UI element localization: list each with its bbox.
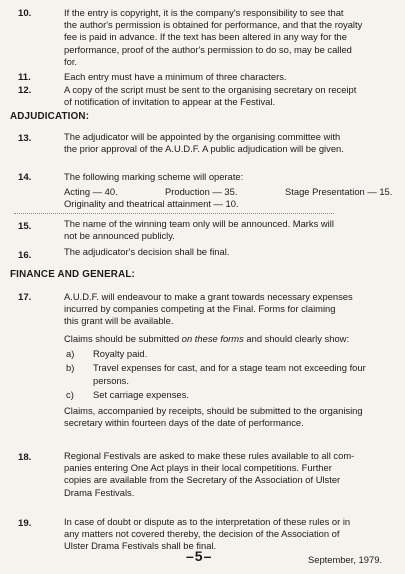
rule-15-text bbox=[64, 218, 401, 242]
rule-15-line: The name of the winning team only will be announced. Marks will bbox=[64, 218, 334, 229]
rule-19-line: In case of doubt or dispute as to the interpretation of these rules or in bbox=[64, 516, 351, 527]
rule-number-15: 15. bbox=[18, 221, 32, 232]
rule-number-13: 13. bbox=[18, 133, 32, 144]
rule-18-line: copies are available from the Secretary of the Association of Ulster bbox=[64, 474, 341, 486]
rule-10-line: for. bbox=[64, 55, 78, 67]
rule-number-18: 18. bbox=[18, 452, 32, 463]
rule-13-text bbox=[64, 131, 401, 155]
claims-receipts-line: secretary within fourteen days of the date of performance. bbox=[64, 417, 304, 429]
rule-number-16: 16. bbox=[18, 250, 32, 261]
list-label-b: b) bbox=[66, 362, 75, 373]
rule-17-line: A.U.D.F. will endeavour to make a grant towards necessary expenses bbox=[64, 291, 353, 302]
rule-number-17: 17. bbox=[18, 292, 32, 303]
claims-intro-emphasis: on these forms bbox=[181, 333, 244, 344]
document-date: September, 1979. bbox=[308, 554, 383, 565]
list-item-b: Travel expenses for cast, and for a stage team not exceeding four bbox=[93, 362, 366, 373]
rule-19-line: any matters not covered thereby, the decision of the Association of bbox=[64, 528, 340, 540]
rule-17-line: incurred by companies competing at the Final. Forms for claiming bbox=[64, 303, 336, 315]
rule-10-text bbox=[64, 7, 401, 68]
marking-production: Production — 35. bbox=[165, 186, 238, 197]
claims-intro-pre: Claims should be submitted bbox=[64, 333, 182, 344]
rule-12-text bbox=[64, 84, 401, 108]
marking-stage-presentation: Stage Presentation — 15. bbox=[285, 186, 393, 197]
rule-18-line: Drama Festivals. bbox=[64, 486, 135, 498]
rule-10-line: the author's permission is obtained for performance, and that the royalty bbox=[64, 19, 363, 31]
rule-10-line: performance, proof of the author's permission to do so, may be called bbox=[64, 43, 352, 55]
rule-number-10: 10. bbox=[18, 8, 32, 19]
claims-receipts-text bbox=[64, 405, 401, 429]
claims-intro bbox=[64, 333, 401, 345]
section-heading-finance: FINANCE AND GENERAL: bbox=[10, 269, 136, 280]
rule-16-line: The adjudicator's decision shall be final. bbox=[64, 246, 230, 257]
rule-13-line: The adjudicator will be appointed by the organising committee with bbox=[64, 131, 341, 142]
rule-number-11: 11. bbox=[18, 72, 31, 83]
claims-intro-post: and should clearly show: bbox=[243, 333, 350, 344]
claims-receipts-line: Claims, accompanied by receipts, should be submitted to the organising bbox=[64, 405, 363, 416]
rule-18-line: Regional Festivals are asked to make these rules available to all com- bbox=[64, 450, 355, 461]
list-item-c: Set carriage expenses. bbox=[93, 389, 189, 400]
section-heading-adjudication: ADJUDICATION: bbox=[10, 111, 90, 122]
rule-11-text bbox=[64, 71, 401, 83]
rule-17-text bbox=[64, 291, 401, 328]
rule-19-text bbox=[64, 516, 401, 553]
list-label-c: c) bbox=[66, 389, 74, 400]
rule-18-text bbox=[64, 450, 401, 499]
page-number: –5– bbox=[186, 548, 213, 564]
rule-14-line: The following marking scheme will operate: bbox=[64, 171, 244, 182]
rule-16-text bbox=[64, 246, 401, 258]
rule-number-12: 12. bbox=[18, 85, 32, 96]
rule-19-line: Ulster Drama Festivals shall be final. bbox=[64, 540, 217, 552]
rule-10-line: If the entry is copyright, it is the company's responsibility to see that bbox=[64, 7, 344, 18]
rule-12-line: of notification of invitation to appear at the Festival. bbox=[64, 96, 276, 108]
rule-number-14: 14. bbox=[18, 172, 32, 183]
rule-12-line: A copy of the script must be sent to the organising secretary on receipt bbox=[64, 84, 357, 95]
rule-17-line: this grant will be available. bbox=[64, 315, 174, 327]
rule-15-line: not be announced publicly. bbox=[64, 230, 175, 242]
rule-14-text bbox=[64, 171, 401, 183]
rule-10-line: fee is paid in advance. If the text has been altered in any way for the bbox=[64, 31, 347, 43]
rule-13-line: the prior approval of the A.U.D.F. A public adjudication will be given. bbox=[64, 143, 344, 155]
rule-number-19: 19. bbox=[18, 518, 32, 529]
list-item-b-continued: persons. bbox=[93, 375, 129, 386]
scan-dotted-line bbox=[14, 213, 334, 214]
list-item-a: Royalty paid. bbox=[93, 348, 148, 359]
marking-originality: Originality and theatrical attainment — 10. bbox=[64, 198, 239, 209]
rule-18-line: panies entering One Act plays in their local competitions. Further bbox=[64, 462, 332, 474]
list-label-a: a) bbox=[66, 348, 75, 359]
marking-acting: Acting — 40. bbox=[64, 186, 118, 197]
rule-11-line: Each entry must have a minimum of three characters. bbox=[64, 71, 287, 82]
